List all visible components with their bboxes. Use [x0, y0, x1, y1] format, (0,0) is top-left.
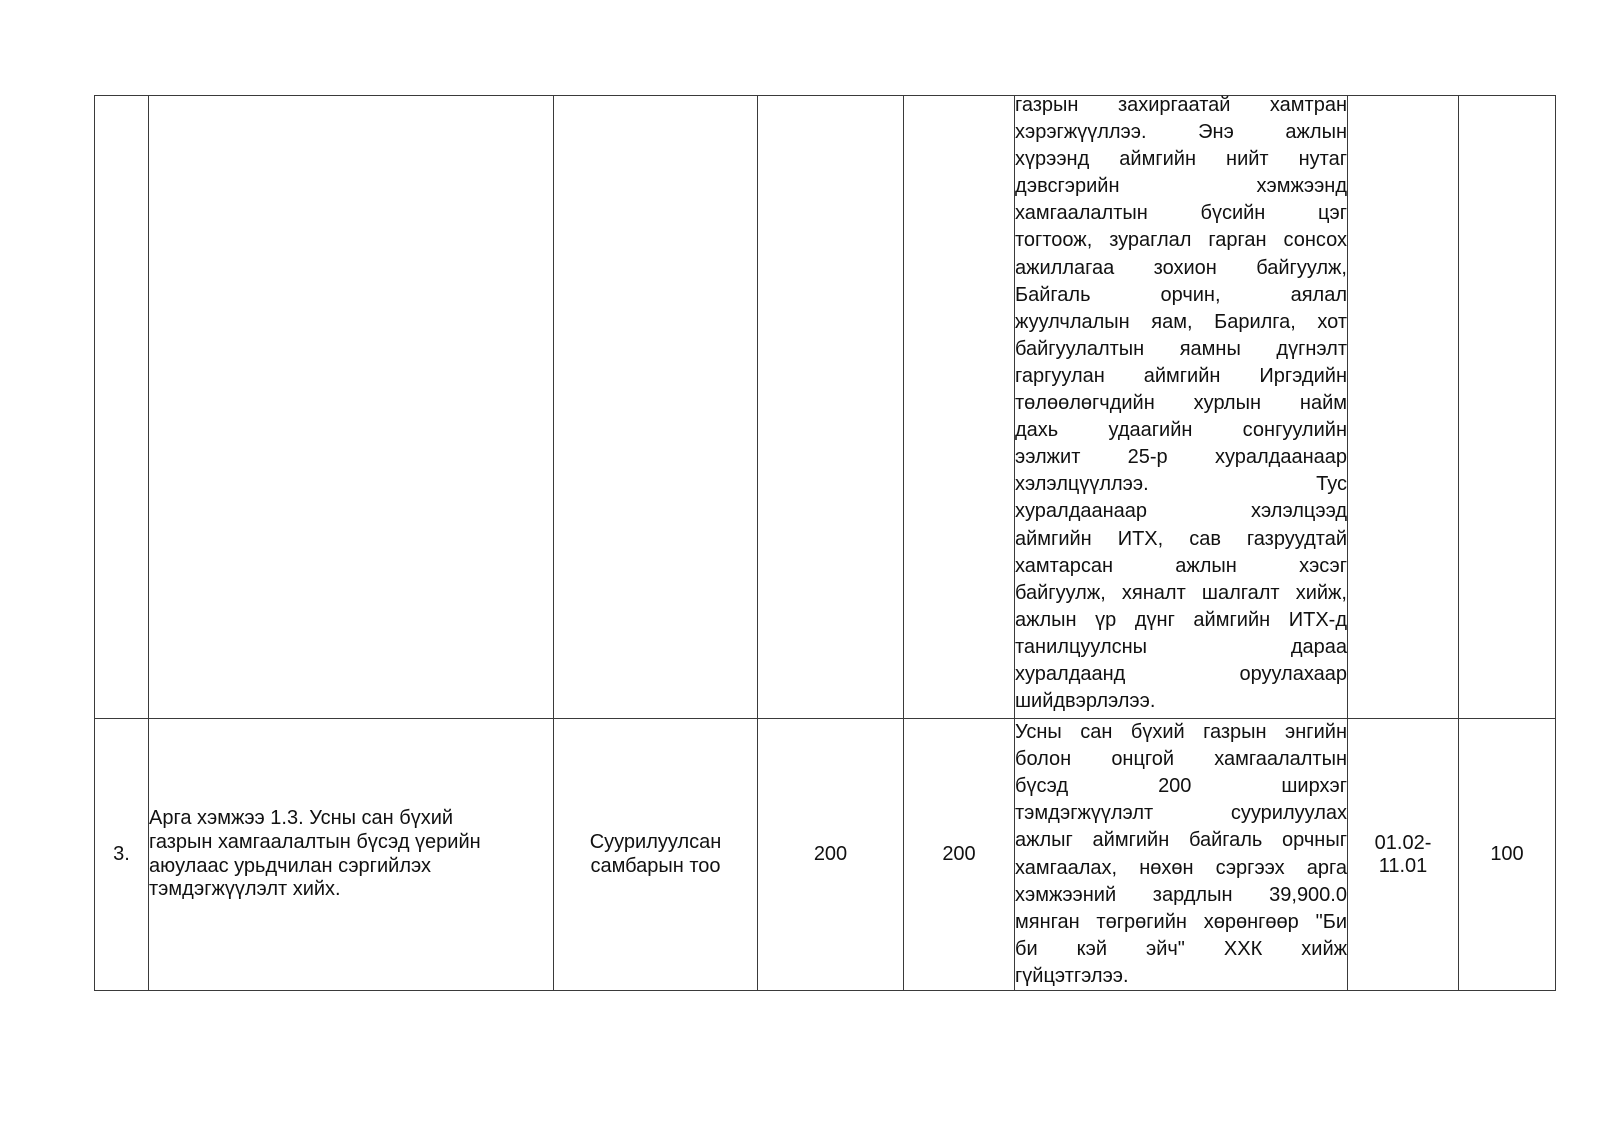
text-line: шийдвэрлэлээ.	[1015, 690, 1156, 713]
text-line: газрын захиргаатай хамтран	[1015, 94, 1347, 116]
cell-period	[1348, 719, 1459, 991]
text-line: гүйцэтгэлээ.	[1015, 964, 1129, 987]
text-line: тэмдэгжүүлэлт хийх.	[149, 878, 341, 901]
text-line: Суурилуулсан	[589, 830, 722, 853]
text-line: 01.02-	[1374, 832, 1432, 854]
value-b: 200	[942, 843, 976, 865]
text-line: аюулаас урьдчилан сэргийлэх	[149, 854, 431, 877]
text-line: ажлын үр дүнг аймгийн ИТХ-д	[1015, 608, 1347, 631]
cell-number	[95, 719, 149, 991]
text-line: хамгаалах, нөхөн сэргээх арга	[1015, 856, 1347, 879]
cell-period	[1348, 96, 1459, 719]
cell-percent	[1459, 719, 1556, 991]
table-row	[95, 96, 1556, 719]
text-line: Байгаль орчин, аялал	[1015, 283, 1347, 306]
text-line: байгуулж, хяналт шалгалт хийж,	[1015, 581, 1347, 604]
cell-implementation	[1015, 96, 1348, 719]
cell-measure	[149, 96, 554, 719]
text-line: самбарын тоо	[590, 854, 721, 877]
text-line: хуралдаанд оруулахаар	[1015, 662, 1347, 685]
measure-text	[149, 807, 553, 901]
text-line: хүрээнд аймгийн нийт нутаг	[1015, 148, 1347, 171]
percent-value: 100	[1490, 843, 1524, 865]
text-line: 11.01	[1378, 854, 1428, 877]
text-line: ажлыг аймгийн байгаль орчныг	[1015, 829, 1347, 852]
cell-percent	[1459, 96, 1556, 719]
text-line: ажиллагаа зохион байгуулж,	[1015, 256, 1347, 279]
text-line: гаргуулан аймгийн Иргэдийн	[1015, 364, 1347, 387]
text-line: хамтарсан ажлын хэсэг	[1015, 554, 1347, 577]
cell-value-a	[758, 719, 904, 991]
text-line: хэмжээний зардлын 39,900.0	[1015, 883, 1347, 906]
cell-value-b	[904, 96, 1015, 719]
text-line: танилцуулсны дараа	[1015, 635, 1347, 658]
text-line: болон онцгой хамгаалалтын	[1015, 748, 1347, 771]
text-line: бүсэд 200 ширхэг	[1015, 775, 1347, 798]
text-line: тогтоож, зураглал гарган сонсох	[1015, 229, 1347, 252]
period-text	[1348, 832, 1458, 877]
text-line: хуралдаанаар хэлэлцээд	[1015, 500, 1347, 523]
cell-value-b	[904, 719, 1015, 991]
text-line: тэмдэгжүүлэлт суурилуулах	[1015, 802, 1347, 825]
text-line: хамгаалалтын бүсийн цэг	[1015, 202, 1347, 225]
text-line: ээлжит 25-р хуралдаанаар	[1015, 446, 1347, 469]
cell-number	[95, 96, 149, 719]
text-line: аймгийн ИТХ, сав газруудтай	[1015, 527, 1347, 550]
value-a: 200	[813, 843, 848, 865]
text-line: байгуулалтын яамны дүгнэлт	[1015, 337, 1347, 360]
text-line: би кэй эйч" ХХК хийж	[1015, 937, 1347, 960]
text-line: Усны сан бүхий газрын энгийн	[1015, 721, 1347, 744]
text-line: мянган төгрөгийн хөрөнгөөр "Би	[1015, 910, 1347, 933]
cell-implementation	[1015, 719, 1348, 991]
text-line: жуулчлалын яам, Барилга, хот	[1015, 310, 1347, 333]
text-line: төлөөлөгчдийн хурлын найм	[1015, 392, 1347, 415]
text-line: хэлэлцүүллээ. Тус	[1015, 473, 1347, 496]
implementation-text	[1015, 92, 1347, 715]
cell-measure	[149, 719, 554, 991]
text-line: дэвсгэрийн хэмжээнд	[1015, 175, 1347, 198]
cell-indicator	[554, 96, 758, 719]
cell-indicator	[554, 719, 758, 991]
text-line: дахь удаагийн сонгуулийн	[1015, 419, 1347, 442]
indicator-text	[554, 831, 757, 878]
table-row	[95, 719, 1556, 991]
report-table	[94, 95, 1556, 991]
text-line: газрын хамгаалалтын бүсэд үерийн	[149, 830, 481, 853]
row-number: 3.	[113, 843, 130, 865]
cell-value-a	[758, 96, 904, 719]
implementation-text	[1015, 719, 1347, 990]
text-line: хэрэгжүүллээ. Энэ ажлын	[1015, 121, 1347, 144]
text-line: Арга хэмжээ 1.3. Усны сан бүхий	[149, 807, 454, 830]
